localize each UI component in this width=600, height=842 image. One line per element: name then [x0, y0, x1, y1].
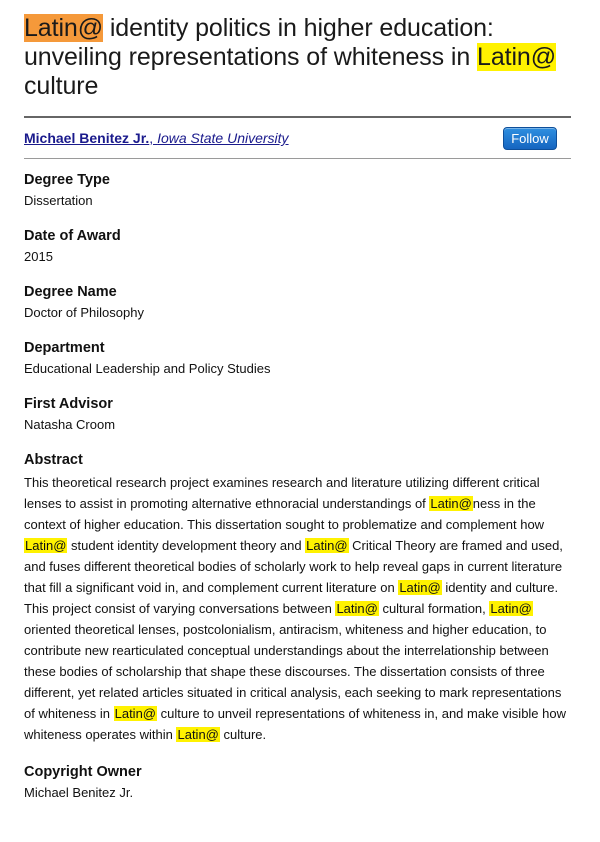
abstract-part: student identity development theory and: [67, 538, 306, 553]
abstract-highlight: Latin@: [25, 538, 67, 553]
author-name: Michael Benitez Jr.: [24, 130, 150, 146]
field-degree-name: [24, 283, 571, 321]
field-value: Michael Benitez Jr.: [24, 785, 134, 800]
abstract-highlight: Latin@: [114, 706, 156, 721]
abstract-part: culture to unveil representations of whiteness in, and make visible how whiteness operates within: [24, 706, 566, 742]
field-label: Copyright Owner: [24, 764, 142, 780]
field-label: Degree Type: [24, 172, 110, 188]
author-link[interactable]: [24, 130, 289, 146]
abstract-part: oriented theoretical lenses, postcolonialism, antiracism, whiteness and higher education, to contribute new rearticulated conceptual understandings about the interrelationship between these bodies of scholarship that shape these discourses. The dissertation consists of three different, yet related articles situated in critical analysis, each seeking to mark representations of whiteness in: [24, 622, 562, 721]
follow-button[interactable]: Follow: [503, 127, 557, 150]
author-separator: ,: [149, 130, 158, 146]
abstract-highlight: Latin@: [177, 727, 219, 742]
field-label: Abstract: [24, 452, 83, 468]
title-part: culture: [24, 72, 99, 100]
field-value: 2015: [24, 249, 53, 264]
field-date-of-award: [24, 227, 571, 265]
abstract-highlight: Latin@: [336, 601, 378, 616]
title-part: Latin@: [24, 14, 103, 42]
field-label: Degree Name: [24, 284, 117, 300]
field-department: [24, 339, 571, 377]
field-value: Natasha Croom: [24, 417, 116, 432]
field-abstract: [24, 451, 571, 745]
abstract-highlight: Latin@: [430, 496, 472, 511]
abstract-part: Critical Theory are framed and used, and fuses different theoretical bodies of scholarly work to help reveal gaps in current literature that fill a significant void in, and complement current literature on: [24, 538, 563, 595]
abstract-highlight: Latin@: [306, 538, 348, 553]
field-value: Doctor of Philosophy: [24, 305, 144, 320]
title-part: Latin@: [477, 43, 557, 71]
field-copyright-owner: [24, 763, 571, 801]
abstract-highlight: Latin@: [399, 580, 441, 595]
field-label: First Advisor: [24, 396, 113, 412]
abstract-text: [24, 472, 569, 745]
abstract-highlight: Latin@: [490, 601, 532, 616]
abstract-part: This theoretical research project examines research and literature utilizing different critical lenses to assist in promoting alternative ethnoracial understandings of: [24, 475, 540, 511]
field-value: Dissertation: [24, 193, 93, 208]
metadata-fields: [24, 171, 571, 801]
field-degree-type: [24, 171, 571, 209]
abstract-part: culture.: [219, 727, 267, 742]
field-label: Date of Award: [24, 228, 121, 244]
field-label: Department: [24, 340, 105, 356]
author-row: [24, 118, 571, 158]
author-divider: [24, 158, 571, 159]
abstract-part: ness in the context of higher education. This dissertation sought to problematize and complement how: [24, 496, 545, 532]
title-part: identity politics in higher education: unveiling representations of whiteness in: [24, 14, 494, 71]
field-first-advisor: [24, 395, 571, 433]
abstract-part: cultural formation,: [378, 601, 490, 616]
document-title: [24, 14, 571, 101]
document-page: [24, 14, 571, 819]
abstract-part: identity and culture. This project consist of varying conversations between: [24, 580, 559, 616]
author-institution: Iowa State University: [157, 130, 289, 146]
field-value: Educational Leadership and Policy Studies: [24, 361, 271, 376]
